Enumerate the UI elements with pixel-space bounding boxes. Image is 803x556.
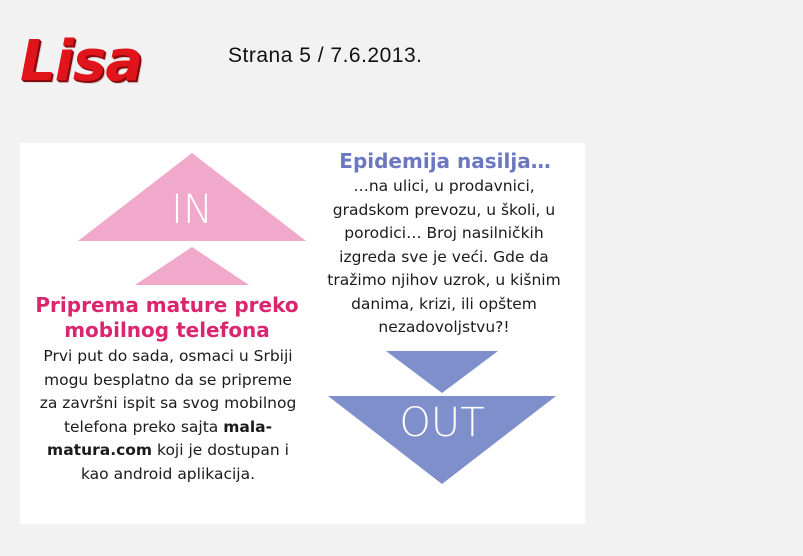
page-info: Strana 5 / 7.6.2013. <box>228 44 423 67</box>
in-body-link: malamatura.com <box>47 417 273 459</box>
out-article-body: …na ulici, u prodavnici, gradskom prevozu, u školi, u porodici… Broj nasilničkih izgreda sve je veći. Gde da tražimo njihov uzrok, u kišnim danima, krizi, ili opštem nezadovoljstvu?! <box>327 177 561 336</box>
out-article-title: Epidemija nasilja… <box>339 149 551 173</box>
lisa-logo: Lisa <box>20 29 142 94</box>
in-body-text-1: Prvi put do sada, osmaci u Srbiji mogu besplatno da se pripreme za završni ispit sa svog mobilnog telefona preko sajta <box>39 347 297 436</box>
out-arrow-graphic <box>20 143 585 524</box>
in-label: IN <box>171 187 213 233</box>
out-triangle-small <box>386 351 498 393</box>
out-label: OUT <box>399 400 485 446</box>
in-article-title: Priprema mature preko mobilnog telefona <box>35 293 299 342</box>
in-body-text-2: koji je dostupan i kao android aplikacija. <box>80 441 289 483</box>
article-clipping <box>20 143 585 524</box>
